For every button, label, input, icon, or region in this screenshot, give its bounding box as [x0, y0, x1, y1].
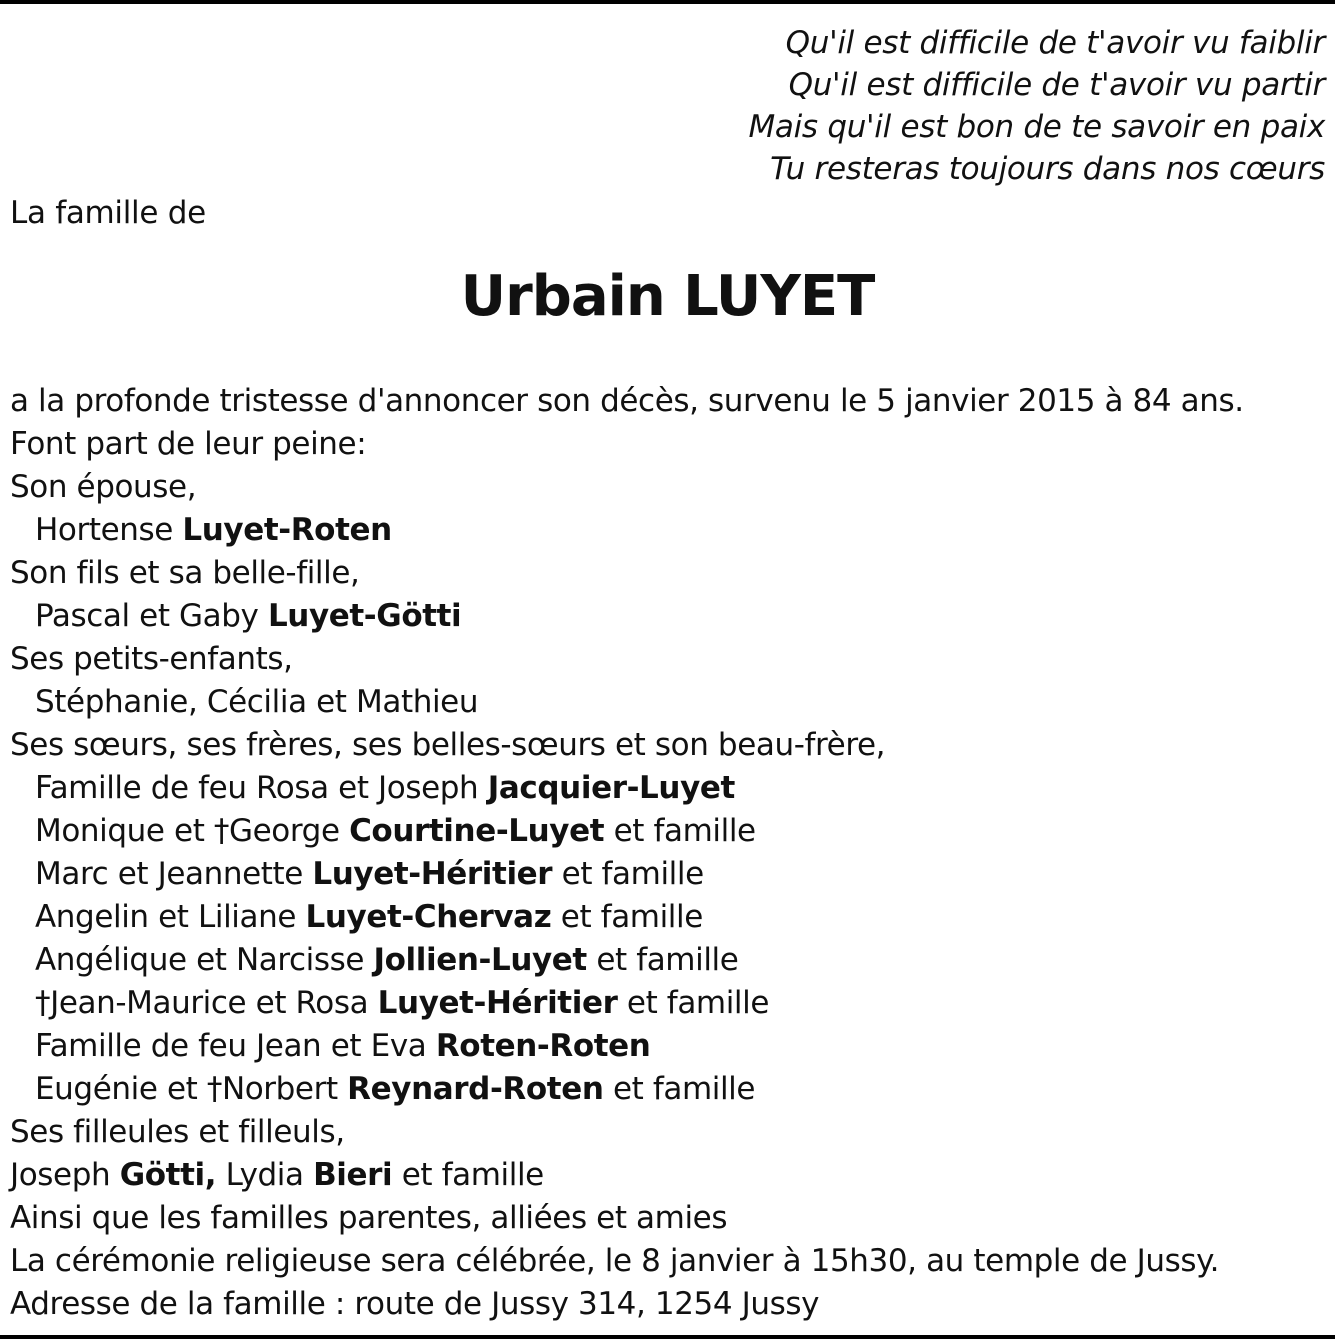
sibling-surname: Courtine-Luyet	[349, 813, 605, 849]
son-surname: Luyet-Götti	[267, 598, 462, 634]
sibling-surname: Jacquier-Luyet	[487, 770, 735, 806]
sibling-names: †Jean-Maurice et Rosa	[35, 985, 378, 1021]
sibling-suffix: et famille	[603, 1071, 756, 1107]
son-entry	[10, 595, 1325, 638]
sibling-names: Marc et Jeannette	[35, 856, 313, 892]
godchild-surname: Götti,	[119, 1157, 217, 1193]
grandchildren-names: Stéphanie, Cécilia et Mathieu	[35, 684, 479, 720]
sibling-entry	[10, 853, 1325, 896]
sibling-suffix: et famille	[604, 813, 756, 849]
sibling-surname: Jollien-Luyet	[373, 942, 587, 978]
sibling-names: Angelin et Liliane	[35, 899, 306, 935]
sibling-entry	[10, 896, 1325, 939]
sibling-suffix: et famille	[617, 985, 770, 1021]
sibling-surname: Luyet-Héritier	[377, 985, 618, 1021]
sibling-suffix: et famille	[552, 856, 704, 892]
announcement: a la profonde tristesse d'annoncer son décès, survenu le 5 janvier 2015 à 84 ans.	[10, 383, 1244, 419]
deceased-name: Urbain LUYET	[460, 264, 875, 329]
grandchildren-heading: Ses petits-enfants,	[10, 641, 293, 677]
sibling-suffix: et famille	[551, 899, 703, 935]
son-heading: Son fils et sa belle-fille,	[10, 555, 360, 591]
ceremony-line: La cérémonie religieuse sera célébrée, le 8 janvier à 15h30, au temple de Jussy.	[10, 1243, 1220, 1279]
sibling-surname: Luyet-Chervaz	[305, 899, 552, 935]
siblings-heading: Ses sœurs, ses frères, ses belles-sœurs et son beau-frère,	[10, 727, 886, 763]
sibling-entry	[10, 767, 1325, 810]
spouse-surname: Luyet-Roten	[182, 512, 392, 548]
font-part-heading: Font part de leur peine:	[10, 426, 367, 462]
sibling-names: Famille de feu Rosa et Joseph	[35, 770, 488, 806]
relatives-line: Ainsi que les familles parentes, alliées et amies	[10, 1200, 728, 1236]
godchildren-heading: Ses filleules et filleuls,	[10, 1114, 345, 1150]
sibling-entry	[10, 982, 1325, 1025]
poem-line: Tu resteras toujours dans nos cœurs	[770, 151, 1325, 187]
poem-line: Mais qu'il est bon de te savoir en paix	[748, 109, 1325, 145]
sibling-entry	[10, 939, 1325, 982]
godchildren-entry	[10, 1154, 1325, 1197]
sibling-surname: Roten-Roten	[435, 1028, 651, 1064]
sibling-names: Angélique et Narcisse	[35, 942, 374, 978]
sibling-names: Monique et †George	[35, 813, 350, 849]
spouse-heading: Son épouse,	[10, 469, 197, 505]
son-name: Pascal et Gaby	[35, 598, 268, 634]
spouse-name: Hortense	[35, 512, 183, 548]
top-rule	[0, 0, 1335, 4]
poem	[748, 22, 1325, 190]
godchild-suffix: et famille	[392, 1157, 544, 1193]
sibling-entry	[10, 1068, 1325, 1111]
godchild-name: Lydia	[216, 1157, 314, 1193]
poem-line: Qu'il est difficile de t'avoir vu faiblir	[785, 25, 1325, 61]
godchild-name: Joseph	[10, 1157, 120, 1193]
sibling-suffix: et famille	[586, 942, 739, 978]
bottom-rule	[0, 1335, 1335, 1339]
spouse-entry	[10, 509, 1325, 552]
godchild-surname: Bieri	[313, 1157, 393, 1193]
poem-line: Qu'il est difficile de t'avoir vu partir	[788, 67, 1325, 103]
sibling-names: Eugénie et †Norbert	[35, 1071, 348, 1107]
address-line: Adresse de la famille : route de Jussy 314, 1254 Jussy	[10, 1286, 820, 1322]
sibling-entry	[10, 810, 1325, 853]
notice-body	[10, 380, 1325, 1326]
sibling-surname: Luyet-Héritier	[312, 856, 553, 892]
sibling-names: Famille de feu Jean et Eva	[35, 1028, 436, 1064]
intro-text: La famille de	[10, 195, 206, 231]
sibling-surname: Reynard-Roten	[347, 1071, 604, 1107]
sibling-entry	[10, 1025, 1325, 1068]
